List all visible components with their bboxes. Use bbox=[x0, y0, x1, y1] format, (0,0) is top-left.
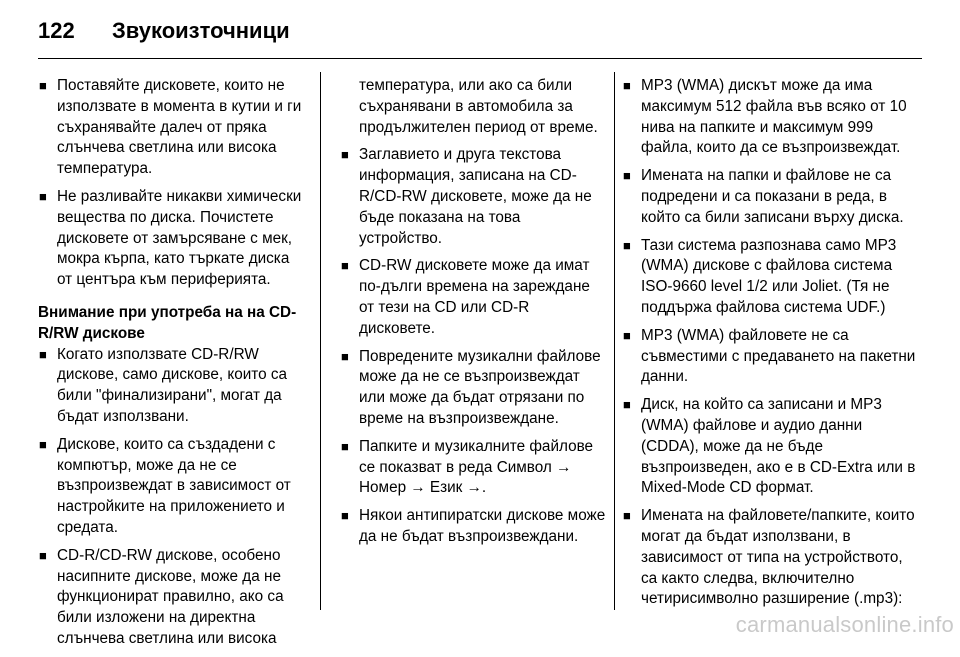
bullet-icon: ■ bbox=[39, 188, 47, 204]
bullet-icon: ■ bbox=[39, 547, 47, 563]
list-item bbox=[622, 166, 922, 228]
bullet-icon: ■ bbox=[623, 78, 631, 93]
list-item-text: Не разливайте никакви химически вещества по диска. Почистете дисковете от замърсяване с мек, мокра кърпа, като търкате диска от центъра към периферията. bbox=[57, 187, 302, 289]
continued-text: температура, или ако са били съхранявани в автомобила за продължителен период от време. bbox=[359, 77, 598, 136]
column-3 bbox=[622, 76, 922, 617]
bullet-icon: ■ bbox=[39, 78, 47, 93]
list-item bbox=[622, 506, 922, 610]
list-item-text: Някои антипиратски дискове може да не бъдат възпроизвеждани. bbox=[359, 507, 606, 545]
column-1 bbox=[38, 76, 308, 657]
list-item bbox=[622, 236, 922, 319]
bullet-icon: ■ bbox=[341, 438, 349, 454]
list-item-text: Диск, на който са записани и MP3 (WMA) файлове и аудио данни (CDDA), може да не бъде възпроизведен, ако е в CD-Extra или в Mixed-Mode CD формат. bbox=[641, 396, 916, 497]
list-item-text: Имената на папки и файлове не са подредени и са показани в реда, в който са били записани върху диска. bbox=[641, 167, 904, 226]
list-item bbox=[38, 76, 308, 180]
bullet-icon: ■ bbox=[39, 436, 47, 452]
column-divider-1 bbox=[320, 72, 321, 610]
page-header bbox=[38, 18, 290, 48]
list-item-text: MP3 (WMA) дискът може да има максимум 512 файла във всяко от 10 нива на папките и максимум 999 файла, които да се възпроизвеждат. bbox=[641, 77, 907, 157]
list-item-text: Дискове, които са създадени с компютър, може да не се възпроизвеждат в зависимост от настройките на приложението и средата. bbox=[57, 435, 291, 536]
bullet-icon: ■ bbox=[623, 397, 631, 413]
bullet-icon: ■ bbox=[623, 168, 631, 184]
list-item bbox=[340, 347, 606, 430]
list-item-text: MP3 (WMA) файловете не са съвместими с предаването на пакетни данни. bbox=[641, 326, 916, 386]
bullet-icon: ■ bbox=[341, 508, 349, 524]
watermark: carmanualsonline.info bbox=[735, 612, 954, 637]
list-item-text: Заглавието и друга текстова информация, записана на CD-R/CD-RW дисковете, може да не бъде показана на това устройство. bbox=[359, 146, 592, 247]
list-item-text: CD-R/CD-RW дискове, особено насипните дискове, може да не функционират правилно, ако са били изложени на директна слънчева светлина или висока bbox=[57, 546, 284, 647]
list-item bbox=[340, 506, 606, 548]
page-number: 122 bbox=[38, 18, 75, 43]
bullet-icon: ■ bbox=[623, 237, 631, 253]
list-item bbox=[340, 256, 606, 339]
list-item-text: Повредените музикални файлове може да не се възпроизвеждат или може да бъдат отрязани по време на възпроизвеждане. bbox=[359, 347, 601, 427]
bullet-icon: ■ bbox=[341, 258, 349, 274]
bullet-icon: ■ bbox=[39, 346, 47, 362]
bullet-icon: ■ bbox=[341, 348, 349, 364]
list-item-text: Поставяйте дисковете, които не използвате в момента в кутии и ги съхранявайте далеч от пряка слънчева светлина или висока температура. bbox=[57, 77, 302, 178]
list-item-text: Тази система разпознава само MP3 (WMA) дискове с файлова система ISO-9660 level 1/2 или Joliet. (Тя не поддържа файлова система UDF.) bbox=[641, 236, 897, 316]
list-item bbox=[38, 345, 308, 428]
list-item bbox=[622, 326, 922, 388]
list-item bbox=[622, 76, 922, 159]
bullet-icon: ■ bbox=[623, 327, 631, 343]
list-item-text: Когато използвате CD-R/RW дискове, само дискове, които са били "финализирани", могат да бъдат използвани. bbox=[57, 345, 287, 425]
list-item bbox=[38, 187, 308, 291]
bullet-icon: ■ bbox=[341, 147, 349, 163]
column-2 bbox=[340, 76, 606, 555]
list-item-text: Папките и музикалните файлове се показват в реда Символ → Номер → Език →. bbox=[359, 437, 594, 497]
bullet-icon: ■ bbox=[623, 508, 631, 524]
list-item bbox=[340, 145, 606, 249]
list-item-text: Имената на файловете/папките, които могат да бъдат използвани, в зависимост от типа на устройството, са както следва, включително четирисимволно разширение (.mp3): bbox=[641, 507, 915, 608]
page-title: Звукоизточници bbox=[112, 18, 290, 43]
list-item bbox=[38, 546, 308, 650]
list-item-text: CD-RW дисковете може да имат по-дълги времена на зареждане от тези на CD или CD-R дисковете. bbox=[359, 257, 590, 337]
header-divider bbox=[38, 58, 922, 59]
column-divider-2 bbox=[614, 72, 615, 610]
list-item bbox=[340, 437, 606, 499]
list-item bbox=[38, 435, 308, 539]
section-heading: Внимание при употреба на на CD-R/RW дискове bbox=[38, 303, 297, 342]
list-item bbox=[622, 395, 922, 499]
